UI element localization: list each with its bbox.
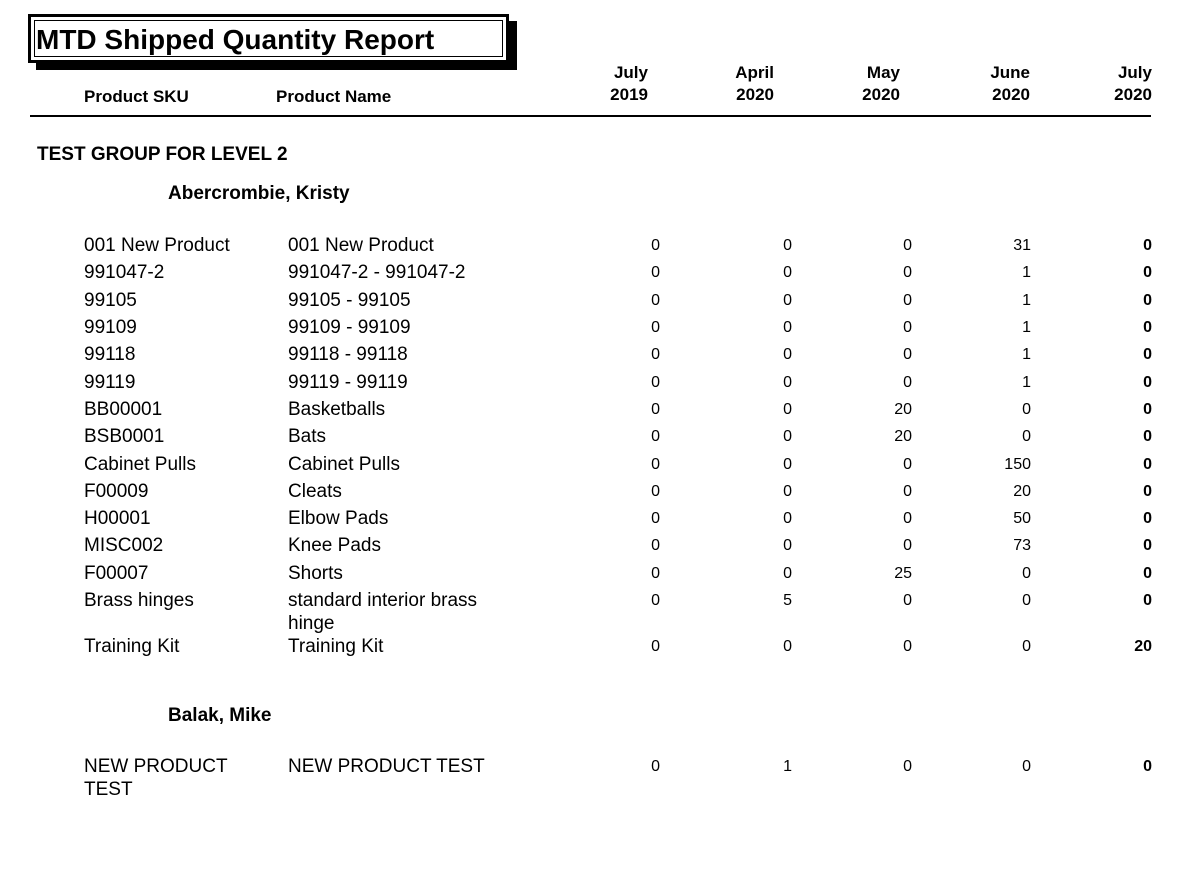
- header-month-1-month: July: [613, 63, 648, 82]
- cell-qty-3: 0: [903, 237, 912, 254]
- cell-name: Bats: [288, 426, 327, 447]
- header-product-sku: Product SKU: [84, 87, 189, 106]
- cell-name: Cleats: [288, 481, 342, 502]
- table-row: [0, 316, 1204, 343]
- header-month-5-year: 2020: [1114, 85, 1152, 104]
- cell-qty-1: 0: [651, 565, 660, 582]
- cell-name: 991047-2 - 991047-2: [288, 262, 466, 283]
- person-heading: Abercrombie, Kristy: [168, 183, 350, 204]
- cell-qty-2: 0: [783, 565, 792, 582]
- cell-qty-5: 0: [1143, 428, 1152, 445]
- cell-name: Training Kit: [288, 636, 384, 657]
- table-row: [0, 562, 1204, 589]
- cell-qty-3: 0: [903, 292, 912, 309]
- cell-qty-3: 0: [903, 592, 912, 609]
- cell-qty-4: 0: [1022, 758, 1031, 775]
- table-row: [0, 343, 1204, 370]
- cell-sku: MISC002: [84, 535, 164, 556]
- header-month-2-month: April: [735, 63, 774, 82]
- cell-sku: 99109: [84, 317, 137, 338]
- cell-sku: BSB0001: [84, 426, 165, 447]
- cell-qty-1: 0: [651, 456, 660, 473]
- cell-name: Knee Pads: [288, 535, 381, 556]
- cell-qty-4: 0: [1022, 638, 1031, 655]
- cell-qty-2: 0: [783, 483, 792, 500]
- title-box: [28, 14, 509, 63]
- cell-qty-2: 1: [783, 758, 792, 775]
- report-title: MTD Shipped Quantity Report: [36, 24, 435, 55]
- cell-qty-4: 150: [1004, 456, 1031, 473]
- cell-qty-1: 0: [651, 292, 660, 309]
- cell-qty-1: 0: [651, 537, 660, 554]
- cell-sku: 99118: [84, 344, 136, 365]
- cell-name: standard interior brass hinge: [288, 590, 478, 634]
- cell-qty-3: 0: [903, 758, 912, 775]
- cell-qty-5: 0: [1143, 456, 1152, 473]
- cell-qty-4: 0: [1022, 428, 1031, 445]
- cell-qty-3: 0: [903, 456, 912, 473]
- cell-qty-4: 31: [1013, 237, 1031, 254]
- header-divider: [30, 115, 1151, 117]
- cell-sku: 991047-2: [84, 262, 165, 283]
- cell-qty-1: 0: [651, 638, 660, 655]
- cell-qty-5: 0: [1143, 537, 1152, 554]
- cell-qty-3: 0: [903, 374, 912, 391]
- cell-qty-2: 0: [783, 428, 792, 445]
- cell-qty-2: 0: [783, 319, 792, 336]
- cell-qty-2: 0: [783, 374, 792, 391]
- cell-sku: 99105: [84, 290, 137, 311]
- header-month-4-month: June: [990, 63, 1030, 82]
- cell-qty-3: 0: [903, 483, 912, 500]
- cell-qty-5: 0: [1143, 401, 1152, 418]
- table-row: [0, 261, 1204, 288]
- cell-qty-3: 0: [903, 510, 912, 527]
- cell-qty-1: 0: [651, 510, 660, 527]
- cell-name: 99105 - 99105: [288, 290, 411, 311]
- cell-name: 99119 - 99119: [288, 372, 408, 393]
- cell-qty-2: 0: [783, 537, 792, 554]
- cell-qty-4: 1: [1022, 374, 1031, 391]
- cell-qty-1: 0: [651, 592, 660, 609]
- cell-qty-1: 0: [651, 264, 660, 281]
- cell-sku: F00009: [84, 481, 149, 502]
- header-month-3-month: May: [866, 63, 900, 82]
- cell-sku: 001 New Product: [84, 235, 230, 256]
- cell-qty-1: 0: [651, 319, 660, 336]
- header-month-2-year: 2020: [736, 85, 774, 104]
- table-row: [0, 589, 1204, 635]
- cell-name: NEW PRODUCT TEST: [288, 756, 485, 777]
- cell-qty-1: 0: [651, 428, 660, 445]
- cell-qty-2: 5: [783, 592, 792, 609]
- cell-qty-5: 20: [1134, 638, 1152, 655]
- cell-qty-1: 0: [651, 758, 660, 775]
- cell-qty-1: 0: [651, 237, 660, 254]
- header-month-2: [694, 62, 774, 106]
- cell-qty-4: 73: [1013, 537, 1031, 554]
- cell-qty-5: 0: [1143, 758, 1152, 775]
- cell-sku: 99119: [84, 372, 136, 393]
- table-row: [0, 635, 1204, 662]
- cell-qty-3: 0: [903, 346, 912, 363]
- cell-qty-4: 1: [1022, 292, 1031, 309]
- cell-qty-4: 0: [1022, 401, 1031, 418]
- cell-qty-3: 0: [903, 319, 912, 336]
- header-month-1-year: 2019: [610, 85, 648, 104]
- cell-qty-2: 0: [783, 237, 792, 254]
- cell-qty-1: 0: [651, 483, 660, 500]
- cell-qty-5: 0: [1143, 592, 1152, 609]
- cell-qty-5: 0: [1143, 510, 1152, 527]
- cell-qty-3: 20: [894, 428, 912, 445]
- cell-sku: Cabinet Pulls: [84, 454, 196, 475]
- cell-qty-3: 0: [903, 537, 912, 554]
- cell-qty-5: 0: [1143, 237, 1152, 254]
- cell-qty-4: 50: [1013, 510, 1031, 527]
- cell-sku: NEW PRODUCT TEST: [84, 756, 228, 800]
- cell-name: 001 New Product: [288, 235, 434, 256]
- table-row: [0, 755, 1204, 801]
- table-row: [0, 289, 1204, 316]
- table-row: [0, 425, 1204, 452]
- cell-qty-4: 1: [1022, 264, 1031, 281]
- header-product-name: Product Name: [276, 87, 392, 106]
- cell-qty-2: 0: [783, 292, 792, 309]
- table-row: [0, 453, 1204, 480]
- cell-qty-1: 0: [651, 346, 660, 363]
- table-row: [0, 398, 1204, 425]
- cell-qty-2: 0: [783, 456, 792, 473]
- table-row: [0, 371, 1204, 398]
- header-month-4-year: 2020: [992, 85, 1030, 104]
- cell-name: Basketballs: [288, 399, 386, 420]
- cell-qty-2: 0: [783, 638, 792, 655]
- cell-sku: F00007: [84, 563, 149, 584]
- cell-qty-5: 0: [1143, 346, 1152, 363]
- cell-qty-3: 25: [894, 565, 912, 582]
- cell-qty-3: 0: [903, 638, 912, 655]
- cell-qty-5: 0: [1143, 483, 1152, 500]
- cell-qty-2: 0: [783, 346, 792, 363]
- cell-qty-2: 0: [783, 401, 792, 418]
- person-heading: Balak, Mike: [168, 705, 272, 726]
- cell-qty-2: 0: [783, 510, 792, 527]
- header-month-4: [950, 62, 1030, 106]
- cell-name: Shorts: [288, 563, 343, 584]
- header-month-5: [1072, 62, 1152, 106]
- cell-qty-5: 0: [1143, 292, 1152, 309]
- cell-sku: H00001: [84, 508, 151, 529]
- table-row: [0, 534, 1204, 561]
- cell-qty-4: 0: [1022, 565, 1031, 582]
- cell-name: Cabinet Pulls: [288, 454, 400, 475]
- cell-sku: BB00001: [84, 399, 163, 420]
- cell-name: Elbow Pads: [288, 508, 389, 529]
- cell-qty-5: 0: [1143, 319, 1152, 336]
- cell-name: 99118 - 99118: [288, 344, 408, 365]
- cell-qty-4: 20: [1013, 483, 1031, 500]
- cell-qty-2: 0: [783, 264, 792, 281]
- header-month-3: [820, 62, 900, 106]
- cell-qty-1: 0: [651, 374, 660, 391]
- cell-qty-1: 0: [651, 401, 660, 418]
- cell-qty-3: 0: [903, 264, 912, 281]
- cell-qty-5: 0: [1143, 565, 1152, 582]
- table-row: [0, 507, 1204, 534]
- cell-name: 99109 - 99109: [288, 317, 411, 338]
- cell-qty-3: 20: [894, 401, 912, 418]
- cell-qty-5: 0: [1143, 264, 1152, 281]
- header-month-5-month: July: [1117, 63, 1152, 82]
- header-month-3-year: 2020: [862, 85, 900, 104]
- table-row: [0, 234, 1204, 261]
- cell-qty-4: 1: [1022, 346, 1031, 363]
- table-row: [0, 480, 1204, 507]
- cell-qty-4: 1: [1022, 319, 1031, 336]
- cell-qty-5: 0: [1143, 374, 1152, 391]
- cell-sku: Training Kit: [84, 636, 180, 657]
- header-month-1: [568, 62, 648, 106]
- group-heading: TEST GROUP FOR LEVEL 2: [37, 144, 288, 165]
- cell-qty-4: 0: [1022, 592, 1031, 609]
- cell-sku: Brass hinges: [84, 590, 194, 611]
